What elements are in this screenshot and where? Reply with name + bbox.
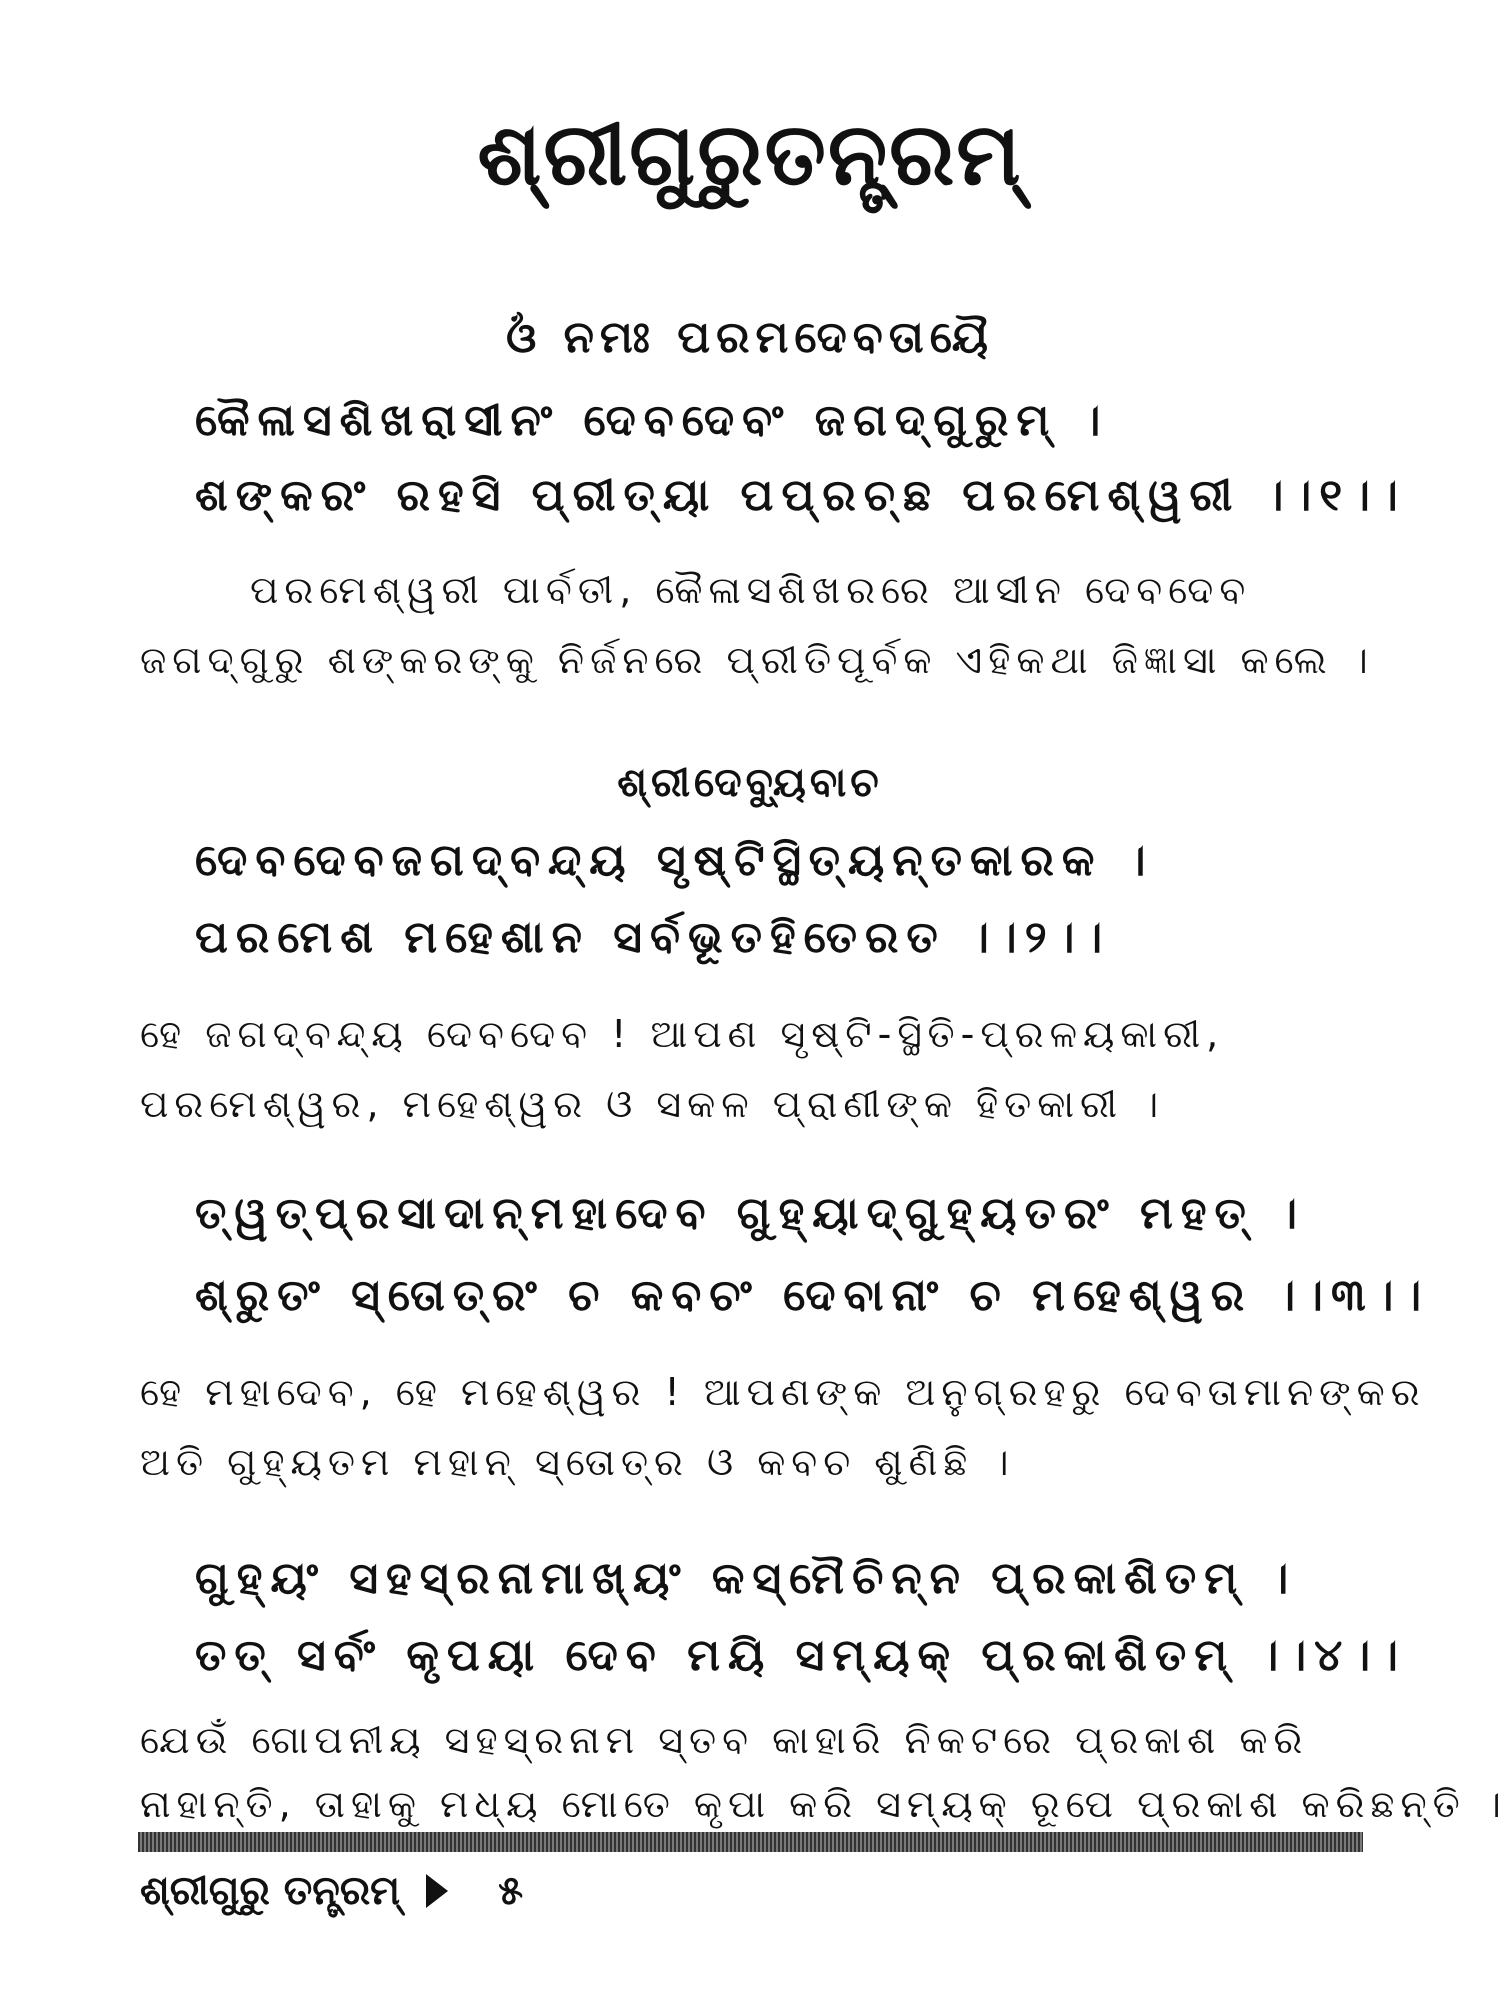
sloka-3-line-1: ତ୍ୱତ୍‌ପ୍ରସାଦାନ୍ମହାଦେବ ଗୁହ୍ୟାଦ୍‌ଗୁହ୍ୟତରଂ ମହତ୍ । xyxy=(195,1188,1306,1239)
meaning-1-line-1: ପରମେଶ୍ୱରୀ ପାର୍ବତୀ, କୈଳାସଶିଖରରେ ଆସୀନ ଦେବଦେବ xyxy=(250,568,1252,612)
sloka-4-line-1: ଗୁହ୍ୟଂ ସହସ୍ରନାମାଖ୍ୟଂ କସ୍ମୈଚିନ୍ନ ପ୍ରକାଶିତମ୍ । xyxy=(195,1553,1297,1604)
footer-book-title: ଶ୍ରୀଗୁରୁ ତନ୍ତ୍ରମ୍ xyxy=(140,1868,401,1914)
footer-divider xyxy=(138,1832,1363,1852)
meaning-4-line-2: ନାହାନ୍ତି, ତାହାକୁ ମଧ୍ୟ ମୋତେ କୃପା କରି ସମ୍ୟକ୍ ରୂପେ ପ୍ରକାଶ କରିଛନ୍ତି । xyxy=(140,1782,1507,1826)
sloka-2-line-1: ଦେବଦେବଜଗଦ୍‌ବନ୍ଦ୍ୟ ସୃଷ୍ଟିସ୍ଥିତ୍ୟନ୍ତକାରକ । xyxy=(195,835,1154,886)
sloka-3-line-2: ଶ୍ରୁତଂ ସ୍ତୋତ୍ରଂ ଚ କବଚଂ ଦେବାନାଂ ଚ ମହେଶ୍ୱର ।।୩।। xyxy=(195,1270,1430,1321)
triangle-right-icon xyxy=(426,1874,448,1908)
meaning-3-line-1: ହେ ମହାଦେବ, ହେ ମହେଶ୍ୱର ! ଆପଣଙ୍କ ଅନୁଗ୍ରହରୁ ଦେବତାମାନଙ୍କର xyxy=(140,1370,1426,1414)
meaning-4-line-1: ଯେଉଁ ଗୋପନୀୟ ସହସ୍ରନାମ ସ୍ତବ କାହାରି ନିକଟରେ ପ୍ରକାଶ କରି xyxy=(140,1718,1309,1762)
sloka-1-line-2: ଶଙ୍କରଂ ରହସି ପ୍ରୀତ୍ୟା ପପ୍ରଚ୍ଛ ପରମେଶ୍ୱରୀ ।।୧।। xyxy=(195,470,1406,521)
meaning-1-line-2: ଜଗଦ୍‌ଗୁରୁ ଶଙ୍କରଙ୍କୁ ନିର୍ଜନରେ ପ୍ରୀତିପୂର୍ବକ ଏହିକଥା ଜିଜ୍ଞାସା କଲେ । xyxy=(140,638,1374,682)
sloka-4-line-2: ତତ୍ ସର୍ବଂ କୃପୟା ଦେବ ମୟି ସମ୍ୟକ୍ ପ୍ରକାଶିତମ୍ ।।୪।। xyxy=(195,1630,1406,1681)
page-number: ୫ xyxy=(498,1868,524,1914)
page-title: ଶ୍ରୀଗୁରୁତନ୍ତ୍ରମ୍ xyxy=(477,105,1023,205)
invocation-line: ଓଁ ନମଃ ପରମଦେବତାୟୈ xyxy=(505,312,995,363)
page-footer xyxy=(140,1868,523,1914)
meaning-2-line-1: ହେ ଜଗଦ୍‌ବନ୍ଦ୍ୟ ଦେବଦେବ ! ଆପଣ ସୃଷ୍ଟି-ସ୍ଥିତି-ପ୍ରଳୟକାରୀ, xyxy=(140,1012,1225,1056)
speaker-heading: ଶ୍ରୀଦେବ୍ୟୁବାଚ xyxy=(617,760,883,806)
meaning-3-line-2: ଅତି ଗୁହ୍ୟତମ ମହାନ୍ ସ୍ତୋତ୍ର ଓ କବଚ ଶୁଣିଛି । xyxy=(140,1440,1015,1484)
sloka-1-line-1: କୈଳାସଶିଖରାସୀନଂ ଦେବଦେବଂ ଜଗଦ୍‌ଗୁରୁମ୍ । xyxy=(195,395,1109,446)
meaning-2-line-2: ପରମେଶ୍ୱର, ମହେଶ୍ୱର ଓ ସକଳ ପ୍ରାଣୀଙ୍କ ହିତକାରୀ । xyxy=(140,1082,1165,1126)
sloka-2-line-2: ପରମେଶ ମହେଶାନ ସର୍ବଭୂତହିତେରତ ।।୨।। xyxy=(195,912,1111,963)
